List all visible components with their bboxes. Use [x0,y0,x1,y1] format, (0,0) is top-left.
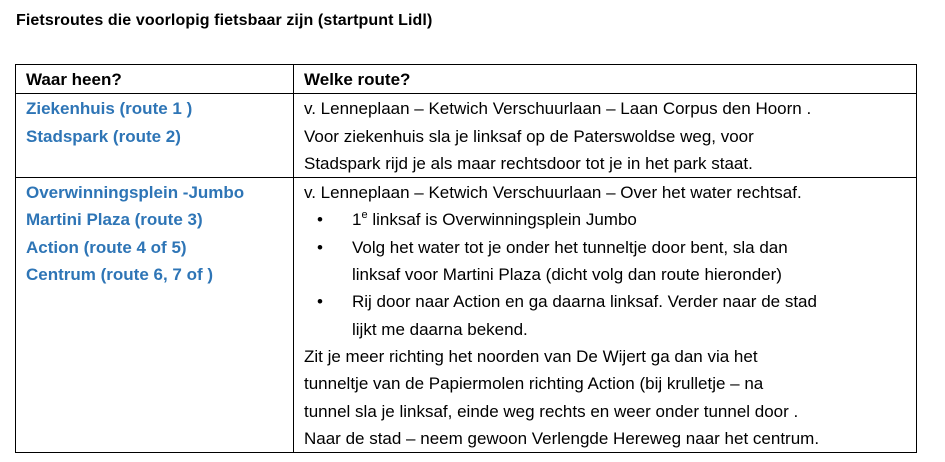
header-destination: Waar heen? [16,65,294,94]
list-item [304,234,908,289]
bullet-icon: • [317,292,323,312]
routes-table [15,64,917,453]
table-header-row [16,65,917,94]
route-line: tunnel sla je linksaf, einde weg rechts en weer onder tunnel door . [304,401,799,421]
bullet-superscript: e [361,208,368,221]
route-cell [294,178,917,453]
page-title: Fietsroutes die voorlopig fietsbaar zijn (startpunt Lidl) [16,12,433,29]
destination-action: Action (route 4 of 5) [26,237,187,257]
destination-cell [16,94,294,178]
route-line: Stadspark rijd je als maar rechtsdoor tot je in het park staat. [304,153,753,173]
table-row [16,178,917,453]
destination-stadspark: Stadspark (route 2) [26,126,181,146]
route-intro: v. Lenneplaan – Ketwich Verschuurlaan – Over het water rechtsaf. [304,183,802,203]
bullet-text: linksaf voor Martini Plaza (dicht volg dan route hieronder) [352,265,782,285]
bullet-text: lijkt me daarna bekend. [352,319,528,339]
bullet-text: Rij door naar Action en ga daarna linksaf. Verder naar de stad [352,292,817,312]
bullet-number: 1 [352,210,362,230]
destination-cell [16,178,294,453]
destination-overwinningsplein: Overwinningsplein -Jumbo [26,183,245,203]
table-row [16,94,917,178]
destination-centrum: Centrum (route 6, 7 of ) [26,265,214,285]
bullet-icon: • [317,210,323,230]
list-item [304,288,908,343]
list-item [304,206,908,233]
bullet-text: linksaf is Overwinningsplein Jumbo [367,210,637,230]
route-line: v. Lenneplaan – Ketwich Verschuurlaan – Laan Corpus den Hoorn . [304,99,812,119]
bullet-text: Volg het water tot je onder het tunneltje door bent, sla dan [352,237,788,257]
route-line: Naar de stad – neem gewoon Verlengde Hereweg naar het centrum. [304,428,820,448]
destination-martini-plaza: Martini Plaza (route 3) [26,210,203,230]
route-cell [294,94,917,178]
route-line: Zit je meer richting het noorden van De Wijert ga dan via het [304,346,758,366]
destination-ziekenhuis: Ziekenhuis (route 1 ) [26,99,193,119]
route-bullet-list [304,206,908,342]
route-line: Voor ziekenhuis sla je linksaf op de Paterswoldse weg, voor [304,126,754,146]
header-route: Welke route? [294,65,917,94]
bullet-icon: • [317,237,323,257]
route-line: tunneltje van de Papiermolen richting Action (bij krulletje – na [304,374,764,394]
